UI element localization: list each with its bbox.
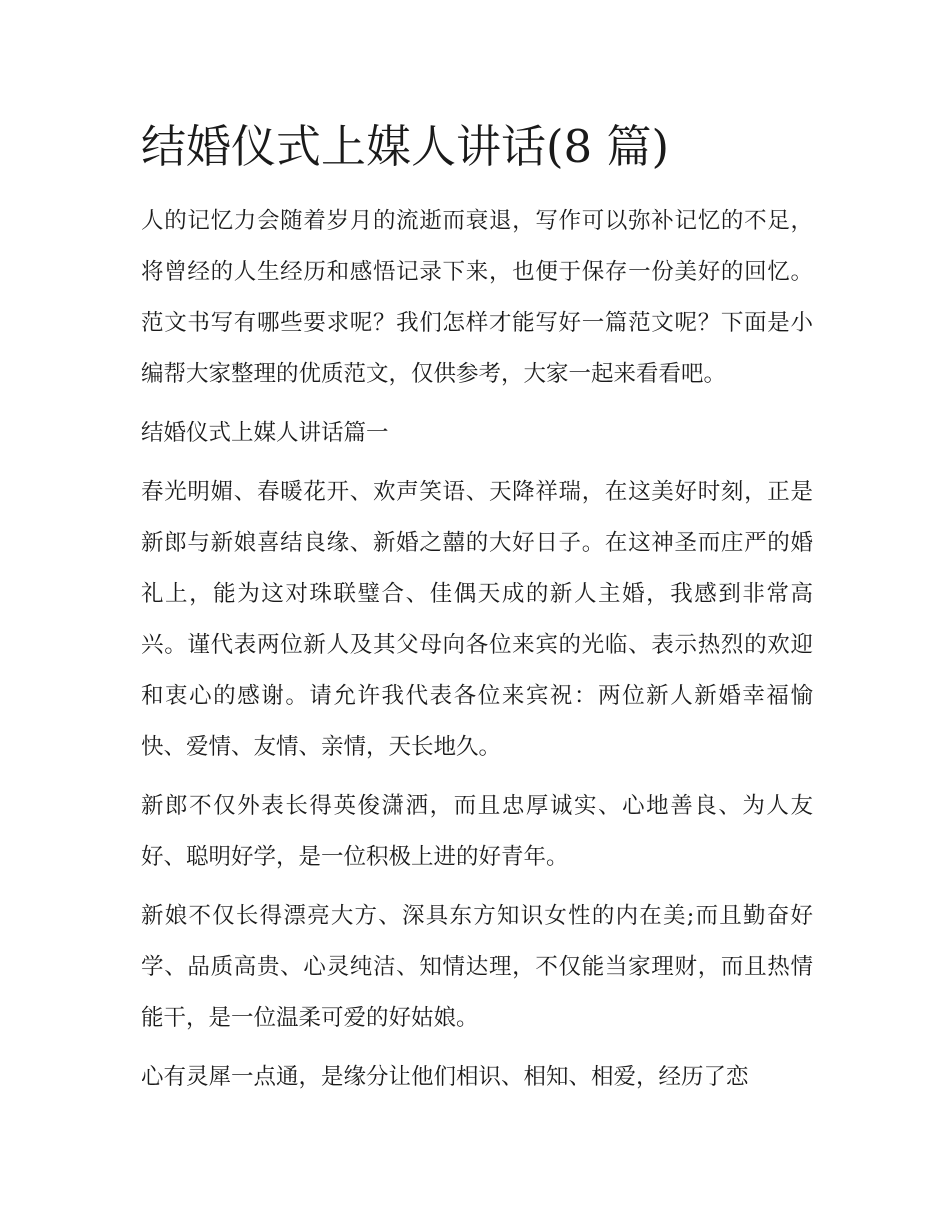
body-paragraph-1: 春光明媚、春暖花开、欢声笑语、天降祥瑞，在这美好时刻，正是新郎与新娘喜结良缘、新婚之囍的大好日子。在这神圣而庄严的婚礼上，能为这对珠联璧合、佳偶天成的新人主婚，我感到非常高兴。谨代表两位新人及其父母向各位来宾的光临、表示热烈的欢迎和衷心的感谢。请允许我代表各位来宾祝：两位新人新婚幸福愉快、爱情、友情、亲情，天长地久。	[141, 479, 813, 760]
intro-paragraph: 人的记忆力会随着岁月的流逝而衰退，写作可以弥补记忆的不足，将曾经的人生经历和感悟记录下来，也便于保存一份美好的回忆。范文书写有哪些要求呢？我们怎样才能写好一篇范文呢？下面是小编帮大家整理的优质范文，仅供参考，大家一起来看看吧。	[141, 208, 813, 387]
body-paragraph-4: 心有灵犀一点通，是缘分让他们相识、相知、相爱，经历了恋	[141, 1064, 749, 1090]
document-body	[141, 112, 813, 1111]
body-paragraph-2: 新郎不仅外表长得英俊潇洒，而且忠厚诚实、心地善良、为人友好、聪明好学，是一位积极上进的好青年。	[141, 793, 813, 870]
document-title: 结婚仪式上媒人讲话(8 篇)	[141, 120, 670, 173]
section-heading: 结婚仪式上媒人讲话篇一	[141, 420, 389, 446]
body-paragraph-3: 新娘不仅长得漂亮大方、深具东方知识女性的内在美;而且勤奋好学、品质高贵、心灵纯洁、知情达理，不仅能当家理财，而且热情能干，是一位温柔可爱的好姑娘。	[141, 903, 813, 1031]
